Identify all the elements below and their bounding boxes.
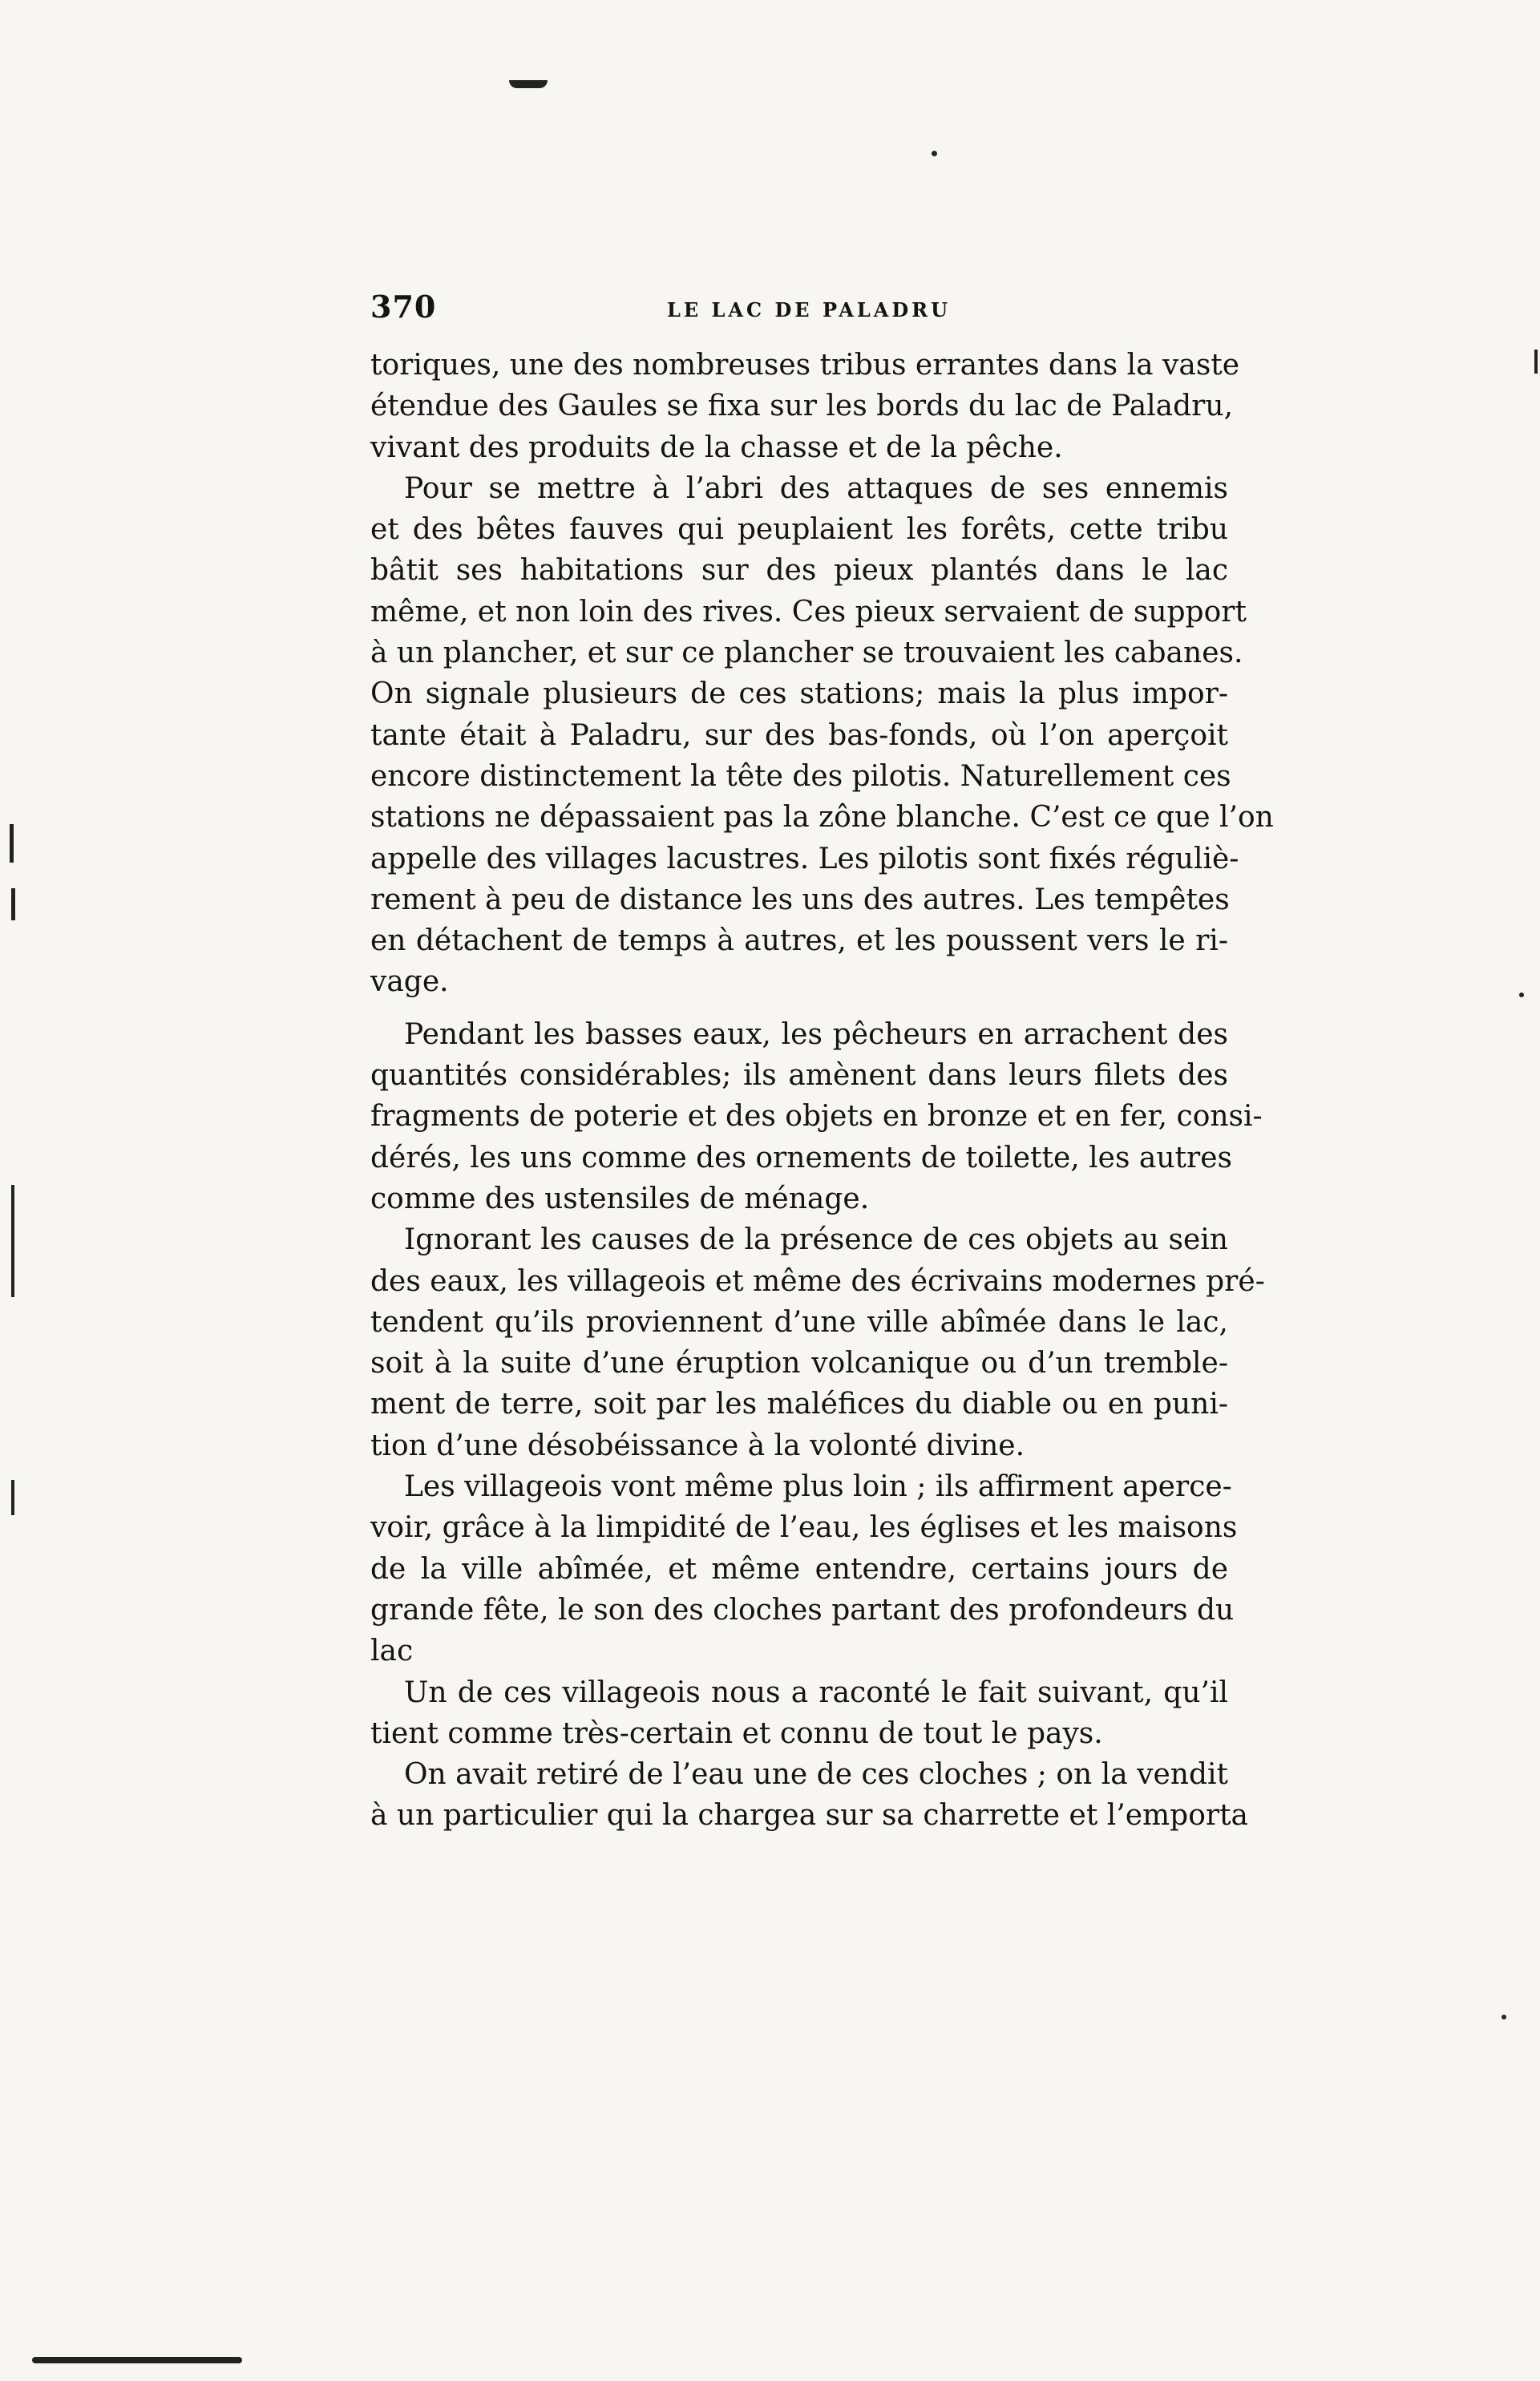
text-line: Un de ces villageois nous a raconté le fait suivant, qu’il — [404, 1676, 1228, 1709]
text-line: comme des ustensiles de ménage. — [370, 1182, 870, 1215]
scan-dot — [932, 151, 937, 156]
paragraph — [370, 1466, 1238, 1672]
text-line: stations ne dépassaient pas la zône blanche. C’est ce que l’on — [370, 801, 1274, 835]
running-title: LE LAC DE PALADRU — [667, 298, 952, 321]
text-line: grande fête, le son des cloches partant des profondeurs du — [370, 1593, 1235, 1627]
scan-edge-mark — [11, 1185, 14, 1297]
text-line: encore distinctement la tête des pilotis. Naturellement ces — [370, 759, 1231, 793]
text-line: vage. — [370, 965, 449, 999]
text-line: des eaux, les villageois et même des écrivains modernes pré- — [370, 1264, 1265, 1298]
text-line: à un particulier qui la chargea sur sa charrette et l’emporta — [370, 1799, 1249, 1833]
scan-dot — [1519, 992, 1524, 997]
page-number: 370 — [370, 289, 437, 325]
text-line: bâtit ses habitations sur des pieux plantés dans le lac — [370, 554, 1228, 588]
scan-edge-mark — [1534, 350, 1538, 374]
text-line: dérés, les uns comme des ornements de toilette, les autres — [370, 1141, 1232, 1174]
body-text — [370, 345, 1274, 1837]
text-line: Ignorant les causes de la présence de ces objets au sein — [404, 1223, 1228, 1257]
paragraph — [370, 1754, 1249, 1837]
scan-dot — [1502, 2015, 1506, 2019]
scan-smudge — [509, 80, 548, 88]
text-line: étendue des Gaules se fixa sur les bords du lac de Paladru, — [370, 390, 1234, 423]
text-line: fragments de poterie et des objets en bronze et en fer, consi- — [370, 1100, 1263, 1134]
text-line: tion d’une désobéissance à la volonté divine. — [370, 1429, 1025, 1462]
text-line: à un plancher, et sur ce plancher se trouvaient les cabanes. — [370, 637, 1243, 670]
paragraph — [370, 345, 1240, 468]
text-line: ment de terre, soit par les maléfices du diable ou en puni- — [370, 1388, 1228, 1421]
paragraph — [370, 1014, 1263, 1219]
text-line: appelle des villages lacustres. Les pilotis sont fixés réguliè- — [370, 842, 1239, 875]
paragraph — [370, 468, 1274, 1003]
text-line: voir, grâce à la limpidité de l’eau, les églises et les maisons — [370, 1511, 1238, 1545]
text-line: rement à peu de distance les uns des autres. Les tempêtes — [370, 883, 1230, 916]
paragraph — [370, 1219, 1265, 1466]
text-line: tient comme très-certain et connu de tout le pays. — [370, 1716, 1103, 1750]
text-line: Les villageois vont même plus loin ; ils affirment aperce- — [404, 1470, 1232, 1504]
text-line: toriques, une des nombreuses tribus errantes dans la vaste — [370, 349, 1240, 382]
text-line: en détachent de temps à autres, et les poussent vers le ri- — [370, 924, 1228, 958]
page-header — [370, 289, 1228, 329]
text-line: quantités considérables; ils amènent dans leurs filets des — [370, 1059, 1228, 1093]
text-line: tendent qu’ils proviennent d’une ville abîmée dans le lac, — [370, 1305, 1228, 1339]
text-line: vivant des produits de la chasse et de la pêche. — [370, 431, 1063, 464]
text-line: et des bêtes fauves qui peuplaient les forêts, cette tribu — [370, 513, 1228, 547]
text-line: de la ville abîmée, et même entendre, certains jours de — [370, 1552, 1228, 1586]
scan-streak — [32, 2357, 242, 2363]
text-line: Pour se mettre à l’abri des attaques de ses ennemis — [404, 471, 1228, 505]
scan-edge-mark — [11, 1480, 14, 1515]
text-line: On avait retiré de l’eau une de ces cloches ; on la vendit — [404, 1758, 1228, 1792]
paragraph-gap — [370, 1003, 1228, 1014]
text-line: soit à la suite d’une éruption volcanique ou d’un tremble- — [370, 1347, 1228, 1380]
scan-edge-mark — [11, 888, 15, 920]
scan-edge-mark — [10, 824, 14, 863]
paragraph — [370, 1672, 1228, 1755]
text-line: On signale plusieurs de ces stations; mais la plus impor- — [370, 677, 1228, 711]
text-line: lac — [370, 1635, 414, 1668]
text-line: tante était à Paladru, sur des bas-fonds, où l’on aperçoit — [370, 718, 1228, 752]
text-line: même, et non loin des rives. Ces pieux servaient de support — [370, 595, 1247, 629]
text-line: Pendant les basses eaux, les pêcheurs en arrachent des — [404, 1017, 1228, 1051]
